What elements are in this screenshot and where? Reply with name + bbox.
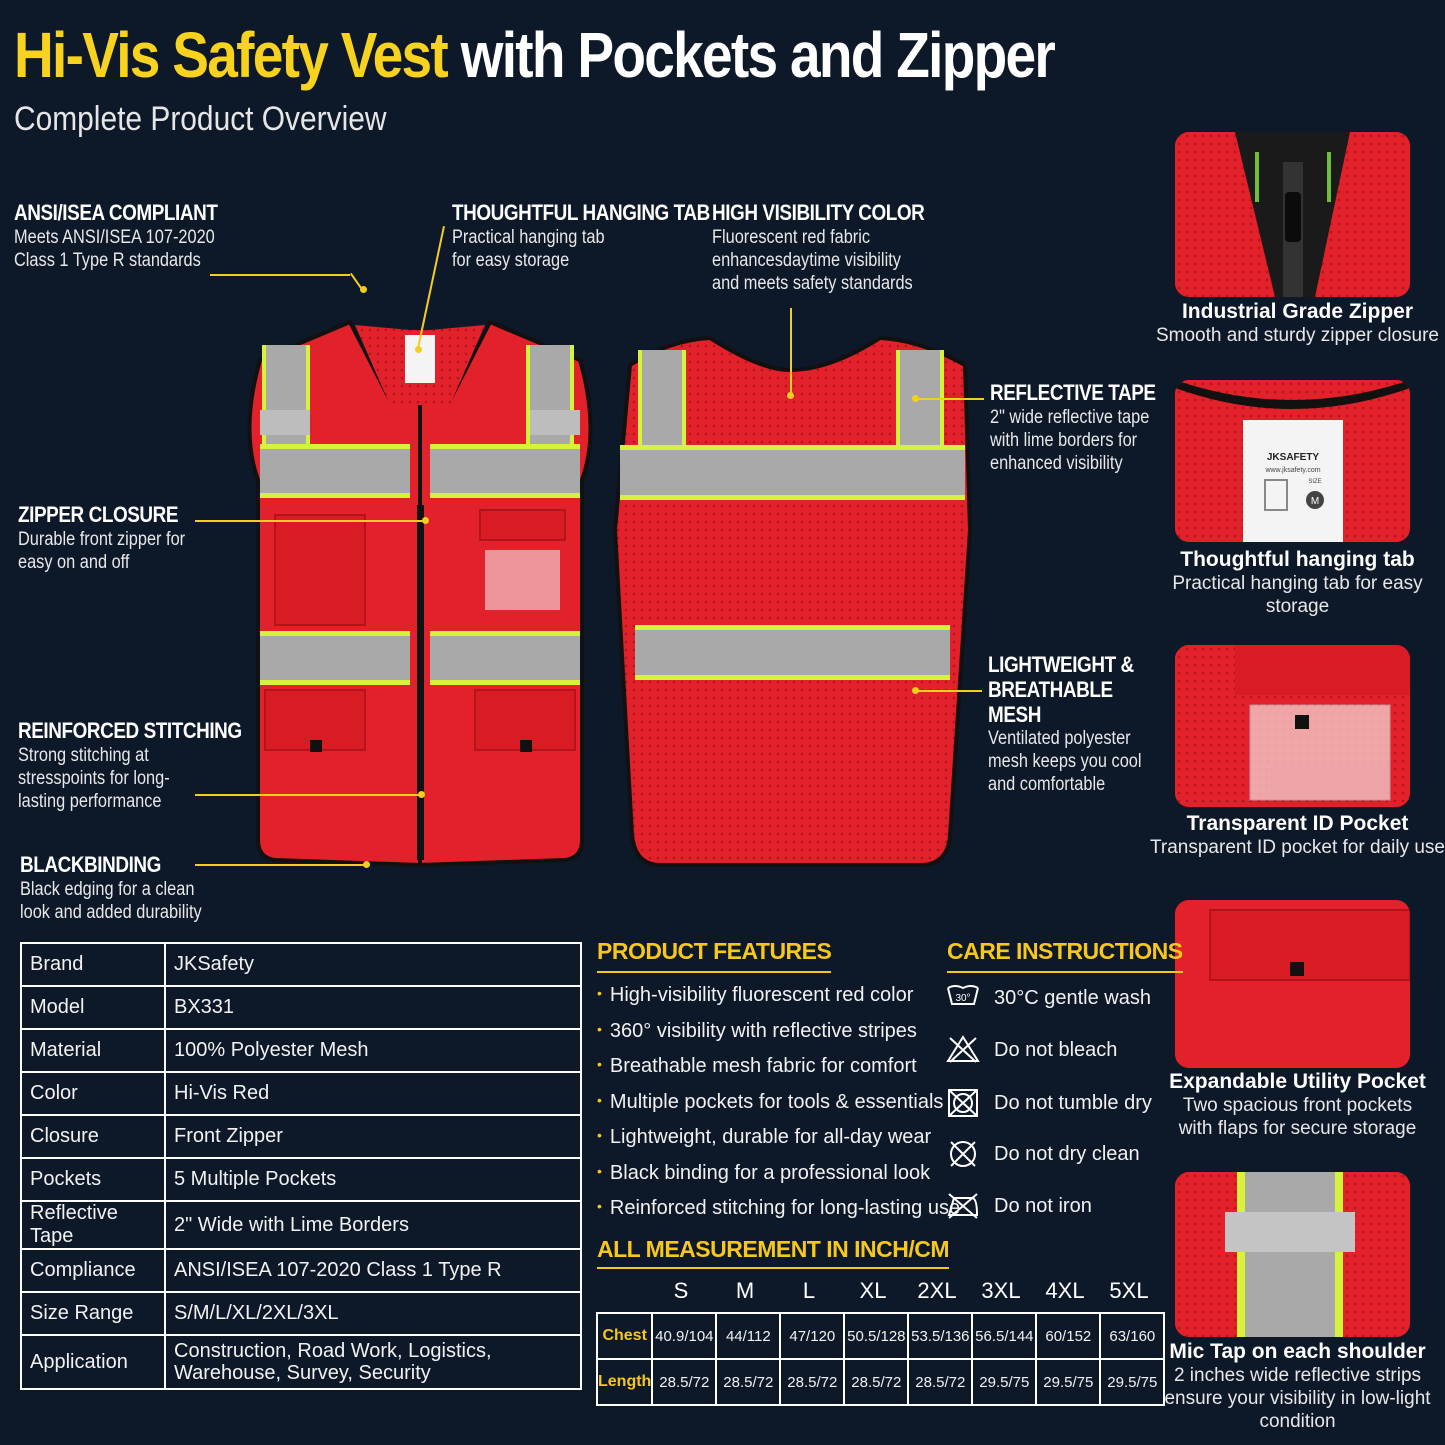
callout-stitching <box>18 718 242 813</box>
title-rest: with Pockets and Zipper <box>460 19 1055 91</box>
spec-row <box>21 1201 581 1249</box>
detail-id-pocket-image <box>1175 645 1410 807</box>
spec-key: Size Range <box>21 1292 165 1335</box>
detail-mic-tab-caption <box>1150 1340 1445 1433</box>
size-header: 4XL <box>1045 1278 1085 1303</box>
size-cell: 44/112 <box>716 1313 780 1359</box>
callout-zipper <box>18 502 190 574</box>
size-header: 2XL <box>917 1278 957 1303</box>
page-title <box>14 18 1054 92</box>
size-row-label: Length <box>597 1359 652 1405</box>
size-cell: 28.5/72 <box>908 1359 972 1405</box>
callout-binding <box>20 852 209 924</box>
spec-table <box>20 942 582 1390</box>
feature-item: • High-visibility fluorescent red color <box>597 984 960 1020</box>
spec-row <box>21 1158 581 1201</box>
callout-reflective-tape <box>990 380 1162 475</box>
spec-key: Reflective Tape <box>21 1201 165 1249</box>
size-cell: 28.5/72 <box>716 1359 780 1405</box>
size-cell: 29.5/75 <box>1036 1359 1100 1405</box>
spec-row <box>21 943 581 986</box>
spec-value: Front Zipper <box>165 1115 581 1158</box>
spec-row <box>21 1072 581 1115</box>
care-item <box>946 982 1151 1014</box>
size-cell: 47/120 <box>780 1313 844 1359</box>
care-item <box>946 1034 1117 1066</box>
callout-mesh-heading: LIGHTWEIGHT & BREATHABLE MESH <box>988 652 1134 727</box>
spec-value: BX331 <box>165 986 581 1029</box>
detail-zipper-caption <box>1150 300 1445 347</box>
size-header: S <box>673 1278 689 1303</box>
size-table <box>596 1312 1165 1406</box>
care-item <box>946 1087 1152 1119</box>
callout-zipper-text: Durable front zipper for easy on and off <box>18 529 186 573</box>
measure-title: ALL MEASUREMENT IN INCH/CM <box>597 1236 949 1269</box>
size-header: L <box>802 1278 816 1303</box>
page-subtitle: Complete Product Overview <box>14 100 387 138</box>
spec-row <box>21 986 581 1029</box>
spec-key: Pockets <box>21 1158 165 1201</box>
callout-tab-text: Practical hanging tab for easy storage <box>452 227 605 271</box>
detail-mic-heading: Mic Tap on each shoulder <box>1169 1340 1426 1363</box>
tag-size: M <box>1310 496 1320 507</box>
callout-stitch-heading: REINFORCED STITCHING <box>18 718 242 743</box>
care-text: 30°C gentle wash <box>994 986 1151 1009</box>
size-cell: 28.5/72 <box>844 1359 908 1405</box>
size-header: 5XL <box>1109 1278 1149 1303</box>
spec-row <box>21 1115 581 1158</box>
size-cell: 50.5/128 <box>844 1313 908 1359</box>
size-cell: 56.5/144 <box>972 1313 1036 1359</box>
callout-reflective-text: 2" wide reflective tape with lime borders for enhanced visibility <box>990 407 1150 474</box>
detail-zipper-image <box>1175 132 1410 297</box>
care-text: Do not bleach <box>994 1038 1118 1061</box>
no-dry-clean-icon <box>946 1138 980 1170</box>
spec-key: Closure <box>21 1115 165 1158</box>
spec-value: JKSafety <box>165 943 581 986</box>
callout-stitch-text: Strong stitching at stresspoints for long-lasting performance <box>18 745 170 812</box>
callout-mesh <box>988 652 1164 796</box>
detail-utility-heading: Expandable Utility Pocket <box>1169 1070 1426 1093</box>
feature-item: • Lightweight, durable for all-day wear <box>597 1126 960 1162</box>
size-cell: 40.9/104 <box>652 1313 716 1359</box>
vest-back <box>615 338 970 865</box>
feature-item: • 360° visibility with reflective stripes <box>597 1020 960 1056</box>
detail-id-pocket-caption <box>1150 812 1445 859</box>
spec-value: 2" Wide with Lime Borders <box>165 1201 581 1249</box>
spec-value: S/M/L/XL/2XL/3XL <box>165 1292 581 1335</box>
callout-mesh-text: Ventilated polyester mesh keeps you cool and comfortable <box>988 728 1142 795</box>
wash-30-icon <box>946 982 980 1014</box>
size-row-label: Chest <box>597 1313 652 1359</box>
detail-utility-pocket-image <box>1175 900 1410 1068</box>
detail-zipper-heading: Industrial Grade Zipper <box>1181 300 1414 323</box>
size-cell: 28.5/72 <box>780 1359 844 1405</box>
callout-ansi-text: Meets ANSI/ISEA 107-2020 Class 1 Type R standards <box>14 227 215 271</box>
vest-front <box>249 322 590 865</box>
spec-key: Brand <box>21 943 165 986</box>
spec-row <box>21 1249 581 1292</box>
care-title: CARE INSTRUCTIONS <box>947 938 1183 973</box>
size-cell: 53.5/136 <box>908 1313 972 1359</box>
tag-url: www.jksafety.com <box>1265 467 1321 474</box>
spec-key: Compliance <box>21 1249 165 1292</box>
callout-high-visibility <box>712 200 927 295</box>
no-tumble-dry-icon <box>946 1087 980 1119</box>
size-cell: 63/160 <box>1100 1313 1164 1359</box>
spec-value: ANSI/ISEA 107-2020 Class 1 Type R <box>165 1249 581 1292</box>
features-list <box>597 984 960 1233</box>
no-bleach-icon <box>946 1034 980 1066</box>
size-row-chest <box>597 1313 1164 1359</box>
callout-hanging-tab <box>452 200 710 272</box>
spec-row <box>21 1292 581 1335</box>
svg-text:30°: 30° <box>955 993 971 1004</box>
callout-color-text: Fluorescent red fabric enhancesdaytime visibility and meets safety standards <box>712 227 913 294</box>
spec-key: Color <box>21 1072 165 1115</box>
detail-tag-text: Practical hanging tab for easy storage <box>1172 573 1423 617</box>
detail-mic-text: 2 inches wide reflective strips ensure your visibility in low-light condition <box>1164 1365 1431 1432</box>
callout-binding-text: Black edging for a clean look and added durability <box>20 879 202 923</box>
features-title: PRODUCT FEATURES <box>597 938 831 973</box>
size-header: XL <box>859 1278 887 1303</box>
callout-ansi-heading: ANSI/ISEA COMPLIANT <box>14 200 218 225</box>
size-cell: 29.5/75 <box>972 1359 1036 1405</box>
feature-item: • Breathable mesh fabric for comfort <box>597 1055 960 1091</box>
spec-value: 5 Multiple Pockets <box>165 1158 581 1201</box>
detail-tag-image <box>1175 380 1410 542</box>
title-highlight: Hi-Vis Safety Vest <box>14 19 448 91</box>
size-header: M <box>735 1278 755 1303</box>
spec-key: Application <box>21 1335 165 1389</box>
no-iron-icon <box>946 1190 980 1222</box>
callout-tab-heading: THOUGHTFUL HANGING TAB <box>452 200 710 225</box>
spec-key: Model <box>21 986 165 1029</box>
spec-value: Construction, Road Work, Logistics, Warehouse, Survey, Security <box>165 1335 581 1389</box>
detail-id-heading: Transparent ID Pocket <box>1186 812 1409 835</box>
detail-zipper-text: Smooth and sturdy zipper closure <box>1155 325 1440 346</box>
tag-size-label: SIZE <box>1308 479 1322 485</box>
spec-row <box>21 1335 581 1389</box>
feature-item: • Black binding for a professional look <box>597 1162 960 1198</box>
spec-row <box>21 1029 581 1072</box>
spec-value: Hi-Vis Red <box>165 1072 581 1115</box>
spec-value: 100% Polyester Mesh <box>165 1029 581 1072</box>
callout-ansi <box>14 200 238 272</box>
tag-brand: JKSAFETY <box>1266 452 1320 463</box>
care-item <box>946 1138 1140 1170</box>
detail-utility-text: Two spacious front pockets with flaps for secure storage <box>1178 1095 1417 1139</box>
care-text: Do not tumble dry <box>994 1091 1152 1114</box>
detail-tag-caption <box>1150 548 1445 618</box>
callout-zipper-heading: ZIPPER CLOSURE <box>18 502 179 527</box>
detail-mic-tab-image <box>1175 1172 1410 1337</box>
spec-key: Material <box>21 1029 165 1072</box>
size-cell: 60/152 <box>1036 1313 1100 1359</box>
callout-binding-heading: BLACKBINDING <box>20 852 161 877</box>
detail-id-text: Transparent ID pocket for daily use <box>1150 837 1445 858</box>
callout-color-heading: HIGH VISIBILITY COLOR <box>712 200 925 225</box>
feature-item: • Multiple pockets for tools & essentials <box>597 1091 960 1127</box>
care-text: Do not iron <box>994 1194 1092 1217</box>
detail-utility-pocket-caption <box>1150 1070 1445 1140</box>
care-item <box>946 1190 1092 1222</box>
size-header: 3XL <box>981 1278 1021 1303</box>
callout-reflective-heading: REFLECTIVE TAPE <box>990 380 1156 405</box>
detail-tag-heading: Thoughtful hanging tab <box>1180 548 1415 571</box>
care-text: Do not dry clean <box>994 1142 1140 1165</box>
size-row-length <box>597 1359 1164 1405</box>
feature-item: • Reinforced stitching for long-lasting use <box>597 1197 960 1233</box>
size-cell: 29.5/75 <box>1100 1359 1164 1405</box>
size-cell: 28.5/72 <box>652 1359 716 1405</box>
